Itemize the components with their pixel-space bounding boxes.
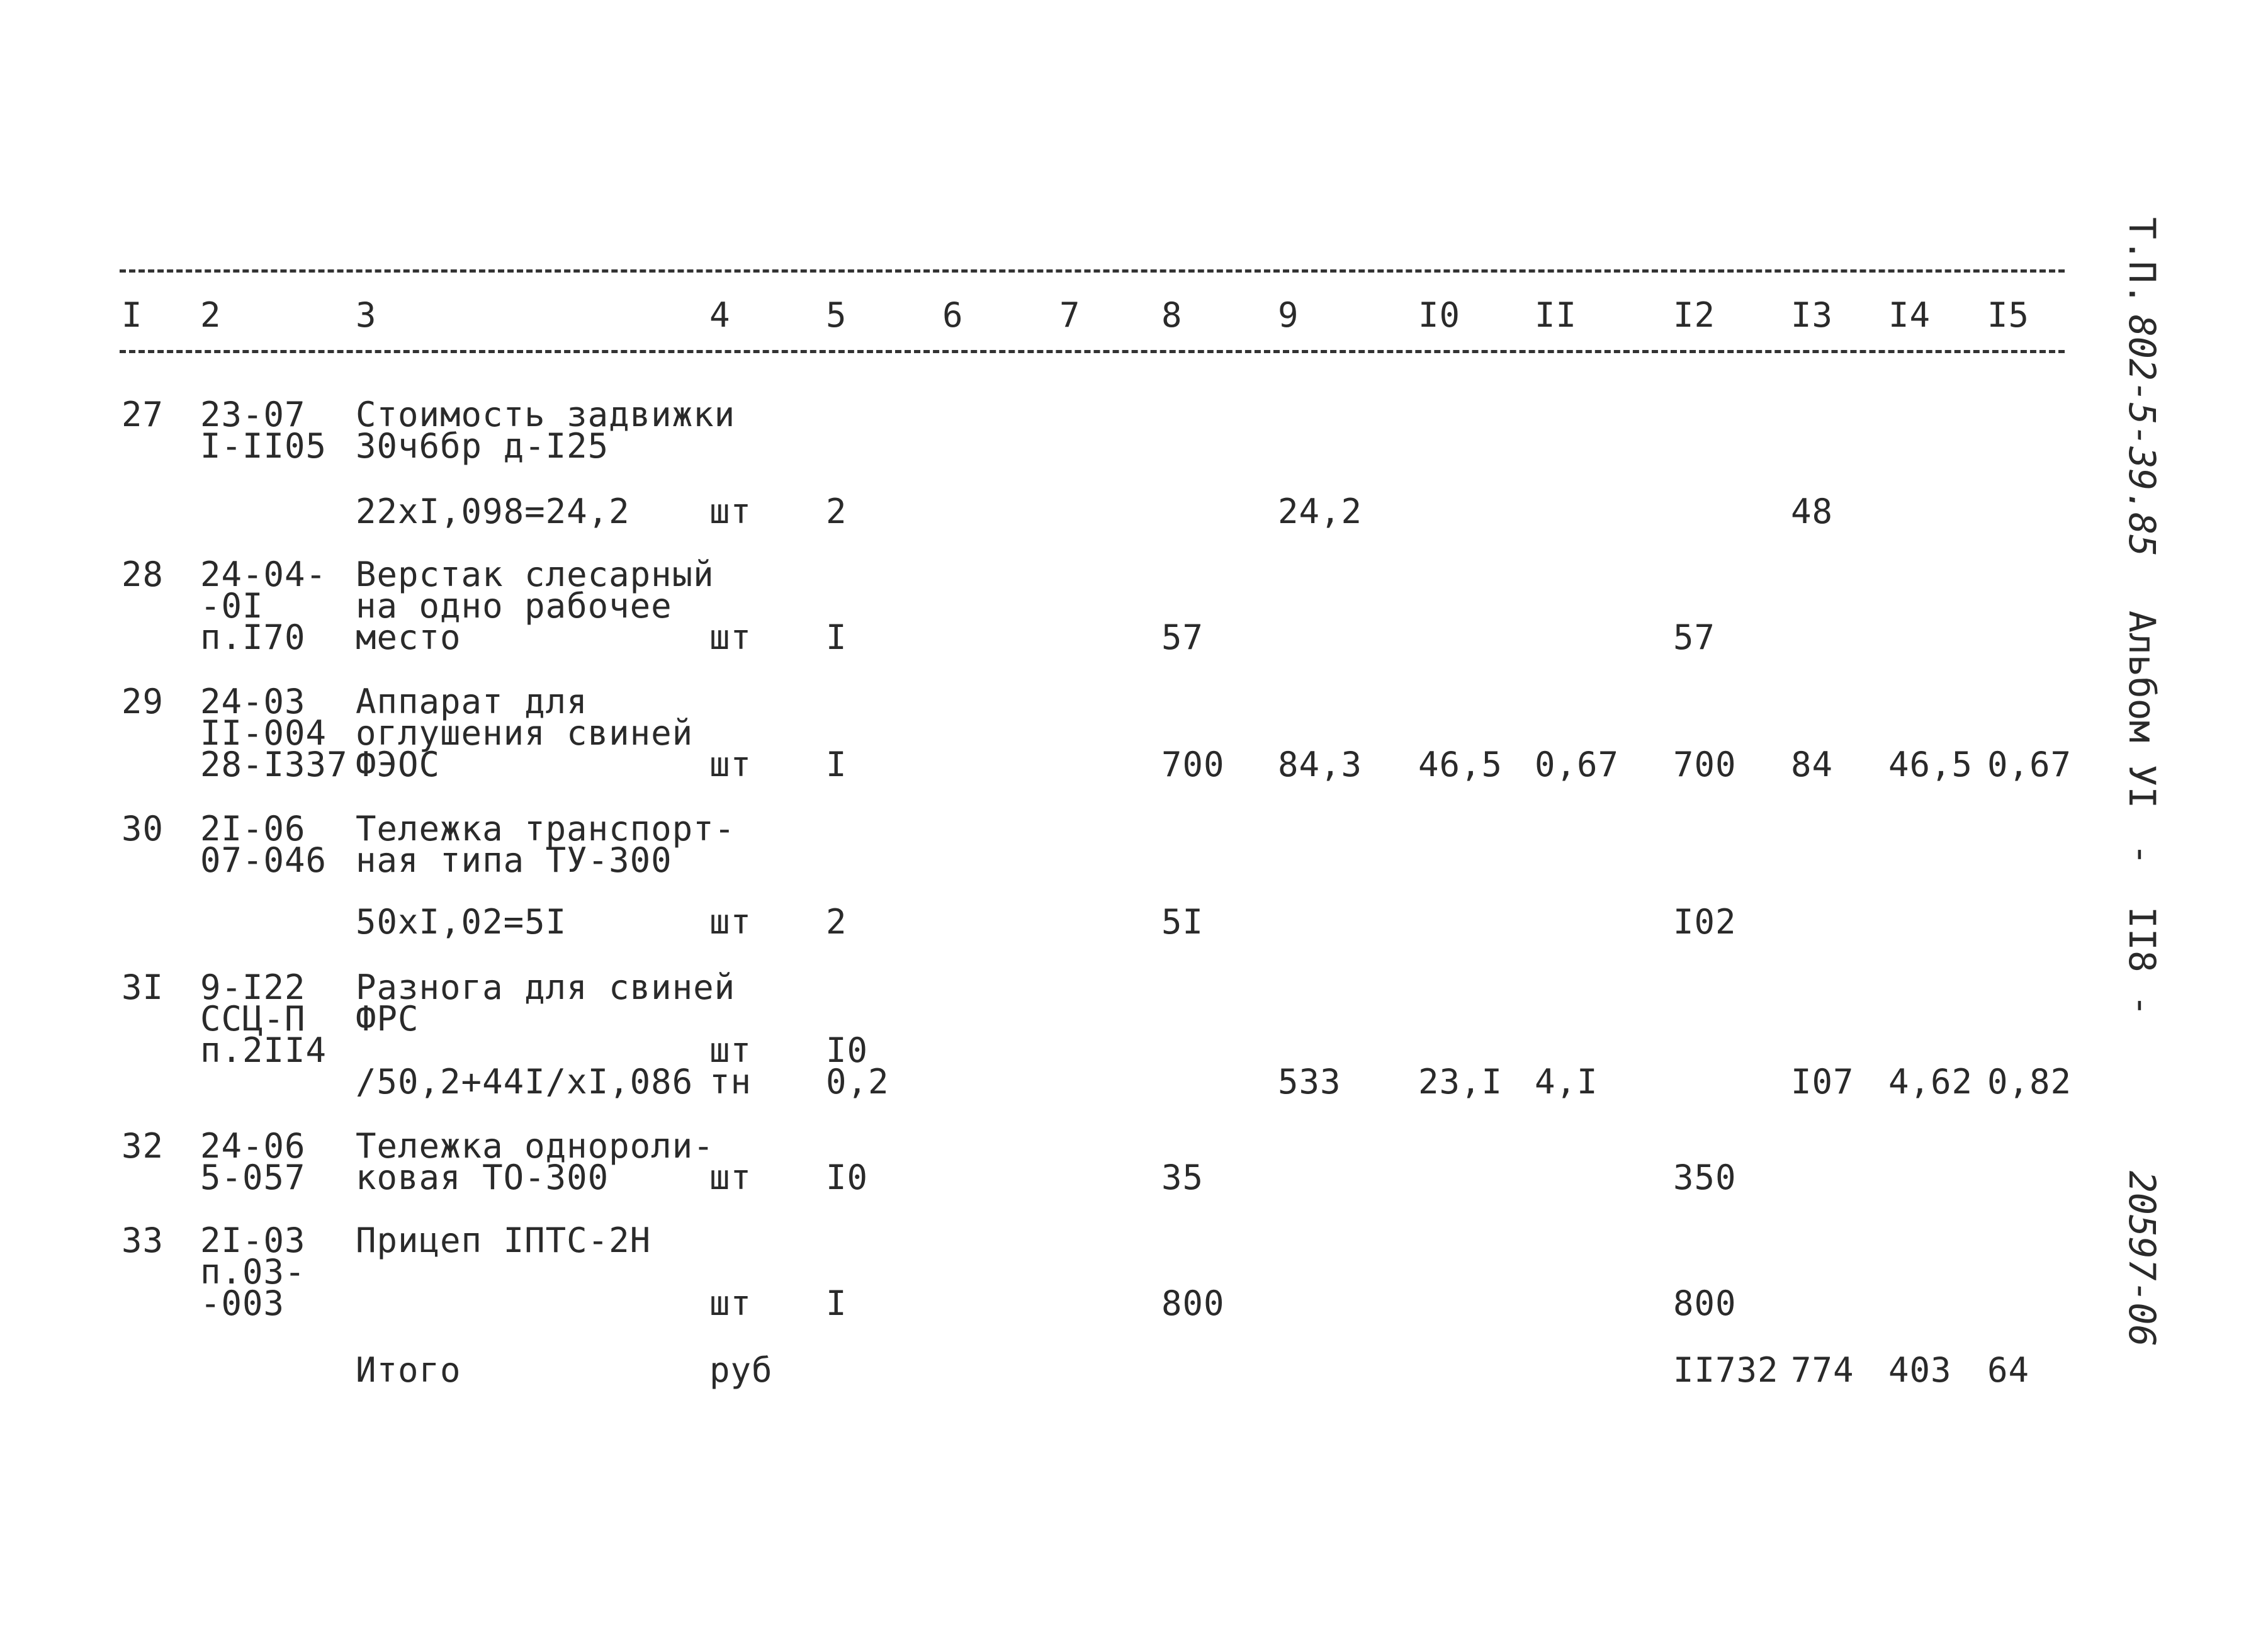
row-unit: шт (709, 1030, 752, 1070)
row-code-line: 9-I22 (200, 967, 306, 1007)
row-number: 28 (121, 555, 164, 594)
row-unit: шт (709, 902, 752, 942)
row-code-line: -0I (200, 586, 264, 626)
side-dash: - (2121, 995, 2164, 1017)
row-unit: шт (709, 492, 752, 531)
row-name-line: ная типа ТУ-300 (356, 840, 672, 880)
row-code-line: -003 (200, 1283, 285, 1323)
row-number: 30 (121, 809, 164, 849)
row-qty: 2 (826, 902, 847, 942)
row-name-line: ФРС (356, 999, 419, 1039)
cell-col9: 24,2 (1278, 492, 1363, 531)
cell-col8: 800 (1161, 1283, 1225, 1323)
row-code-line: п.I70 (200, 618, 306, 657)
row-name-line: ковая ТО-300 (356, 1158, 609, 1197)
cell-col14: 46,5 (1888, 745, 1973, 784)
row-code-line: п.03- (200, 1252, 306, 1292)
cell-col12: 57 (1673, 618, 1716, 657)
col-header-6: 6 (942, 295, 964, 335)
side-tp: Т.П. (2121, 217, 2164, 305)
row-name-line: Разнога для свиней (356, 967, 736, 1007)
row-name-line: оглушения свиней (356, 713, 694, 753)
row-unit: шт (709, 1158, 752, 1197)
top-rule (120, 269, 2065, 273)
col-header-2: 2 (200, 295, 222, 335)
cell-col8: 35 (1161, 1158, 1204, 1197)
cell-col13: I07 (1791, 1062, 1854, 1102)
cell-col10: 23,I (1418, 1062, 1503, 1102)
row-qty: 0,2 (826, 1062, 889, 1102)
row-code-line: ССЦ-П (200, 999, 306, 1039)
cell-col10: 46,5 (1418, 745, 1503, 784)
row-code-line: 2I-03 (200, 1221, 306, 1260)
side-inventory-number: 20597-06 (2121, 1171, 2164, 1347)
row-number: 27 (121, 395, 164, 434)
cell-col15: 0,67 (1987, 745, 2072, 784)
row-code-line: п.2II4 (200, 1030, 327, 1070)
col-header-5: 5 (826, 295, 847, 335)
row-qty: I (826, 745, 847, 784)
cell-col8: 700 (1161, 745, 1225, 784)
side-dash: - (2121, 843, 2164, 866)
col-header-10: I0 (1418, 295, 1461, 335)
total-unit: руб (709, 1350, 773, 1390)
row-number: 32 (121, 1126, 164, 1166)
row-code-line: 5-057 (200, 1158, 306, 1197)
row-qty: I0 (826, 1158, 869, 1197)
row-number: 3I (121, 967, 164, 1007)
row-code-line: 24-03 (200, 682, 306, 721)
cell-col12: 700 (1673, 745, 1737, 784)
row-sub-name: /50,2+44I/xI,086 (356, 1062, 694, 1102)
cell-col13: 48 (1791, 492, 1834, 531)
col-header-11: II (1535, 295, 1577, 335)
row-qty: 2 (826, 492, 847, 531)
row-name-line: место (356, 618, 461, 657)
row-number: 33 (121, 1221, 164, 1260)
col-header-7: 7 (1059, 295, 1081, 335)
row-name-line: на одно рабочее (356, 586, 672, 626)
side-album: Альбом УI (2121, 611, 2164, 809)
cell-col8: 5I (1161, 902, 1204, 942)
row-sub-name: 22xI,098=24,2 (356, 492, 630, 531)
cell-col13: 84 (1791, 745, 1834, 784)
col-header-12: I2 (1673, 295, 1716, 335)
cell-col11: 4,I (1535, 1062, 1598, 1102)
col-header-14: I4 (1888, 295, 1931, 335)
col-header-13: I3 (1791, 295, 1834, 335)
col-header-9: 9 (1278, 295, 1299, 335)
col-header-3: 3 (356, 295, 377, 335)
row-code-line: I-II05 (200, 426, 327, 466)
row-name-line: ФЭОС (356, 745, 441, 784)
total-col15: 64 (1987, 1350, 2030, 1390)
row-code-line: 07-046 (200, 840, 327, 880)
cell-col12: 350 (1673, 1158, 1737, 1197)
row-name-line: Тележка однороли- (356, 1126, 714, 1166)
cell-col14: 4,62 (1888, 1062, 1973, 1102)
cell-col12: I02 (1673, 902, 1737, 942)
row-code-line: 28-I337 (200, 745, 348, 784)
row-sub-name: 50xI,02=5I (356, 902, 567, 942)
col-header-8: 8 (1161, 295, 1183, 335)
cell-col15: 0,82 (1987, 1062, 2072, 1102)
col-header-1: I (121, 295, 143, 335)
row-code-line: 24-06 (200, 1126, 306, 1166)
total-col12: II732 (1673, 1350, 1779, 1390)
row-unit: шт (709, 745, 752, 784)
row-name-line: Аппарат для (356, 682, 588, 721)
row-name-line: Стоимость задвижки (356, 395, 736, 434)
row-code-line: 2I-06 (200, 809, 306, 849)
cell-col12: 800 (1673, 1283, 1737, 1323)
total-col14: 403 (1888, 1350, 1952, 1390)
col-header-15: I5 (1987, 295, 2030, 335)
cell-col11: 0,67 (1535, 745, 1620, 784)
row-name-line: Верстак слесарный (356, 555, 714, 594)
side-number: II8 (2121, 906, 2164, 973)
cell-col9: 533 (1278, 1062, 1341, 1102)
row-name-line: 30ч6бр д-I25 (356, 426, 609, 466)
row-number: 29 (121, 682, 164, 721)
row-unit: шт (709, 618, 752, 657)
row-qty: I (826, 618, 847, 657)
header-rule (120, 350, 2065, 353)
total-label: Итого (356, 1350, 461, 1390)
row-code-line: 23-07 (200, 395, 306, 434)
row-qty: I (826, 1283, 847, 1323)
row-name-line: Тележка транспорт- (356, 809, 736, 849)
row-code-line: II-004 (200, 713, 327, 753)
side-project-code: 802-5-39.85 (2121, 315, 2164, 557)
row-unit: тн (709, 1062, 752, 1102)
row-unit: шт (709, 1283, 752, 1323)
row-qty: I0 (826, 1030, 869, 1070)
cell-col9: 84,3 (1278, 745, 1363, 784)
row-code-line: 24-04- (200, 555, 327, 594)
col-header-4: 4 (709, 295, 731, 335)
row-name-line: Прицеп IПТС-2Н (356, 1221, 652, 1260)
total-col13: 774 (1791, 1350, 1854, 1390)
cell-col8: 57 (1161, 618, 1204, 657)
